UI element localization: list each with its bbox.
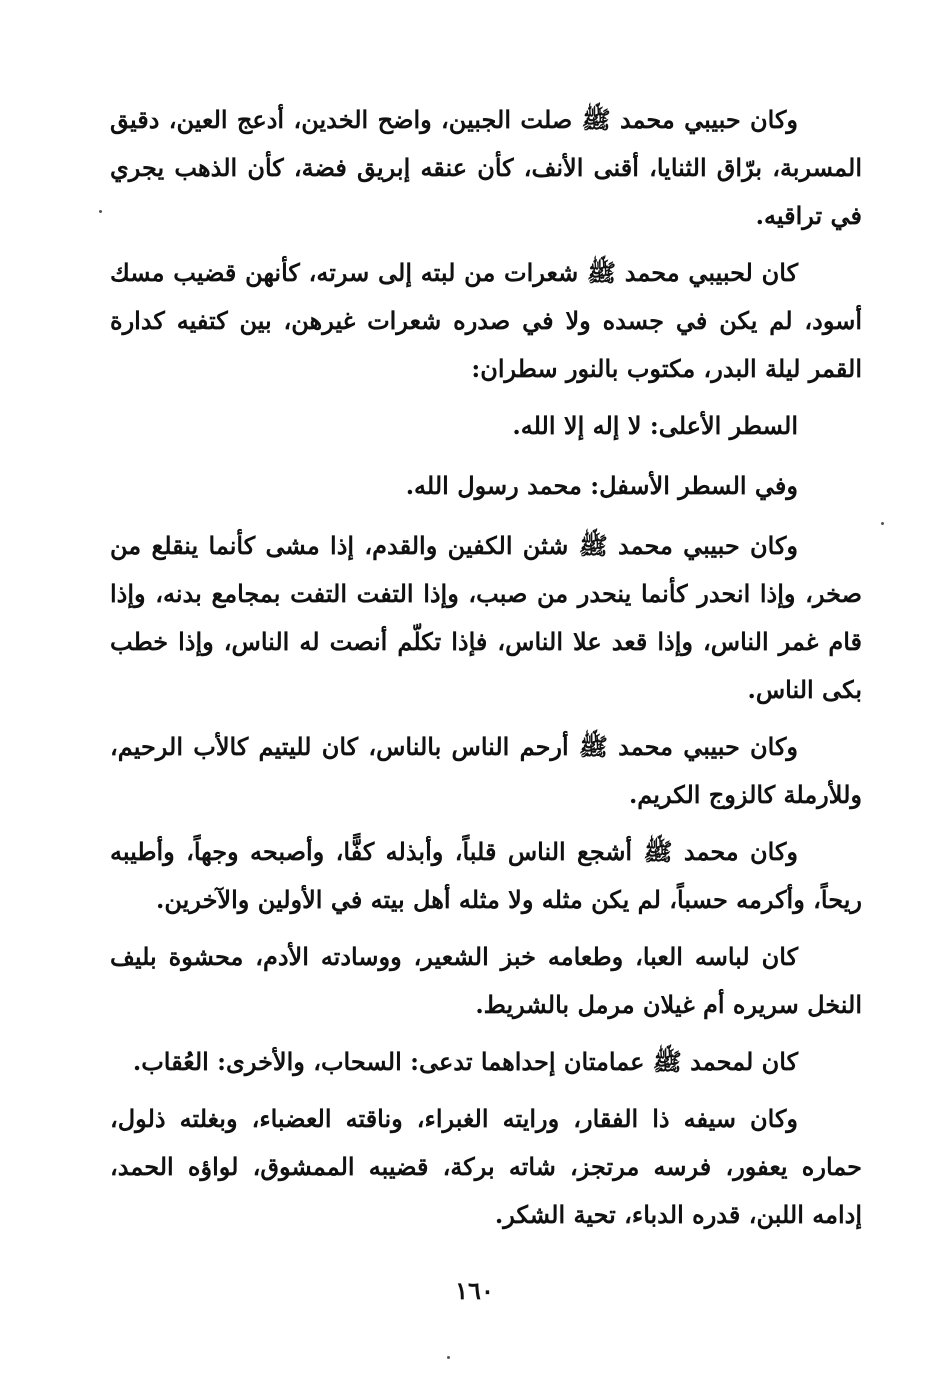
paragraph-mercy: وكان حبيبي محمد ﷺ أرحم الناس بالناس، كان لليتيم كالأب الرحيم، وللأرملة كالزوج الكريم. xyxy=(110,732,862,809)
scan-speck xyxy=(99,210,102,213)
page-number: ١٦٠ xyxy=(455,1276,494,1305)
paragraph-description-face: وكان حبيبي محمد ﷺ صلت الجبين، واضح الخدين، أدعج العين، دقيق المسربة، برّاق الثنايا، أقنى الأنف، كأن عنقه إبريق فضة، كأن الذهب يجري في تراقيه. xyxy=(110,105,862,230)
paragraph-possessions: وكان سيفه ذا الفقار، ورايته الغبراء، وناقته العضباء، وبغلته ذلول، حماره يعفور، فرسه مرتجز، شاته بركة، قضيبه الممشوق، لواؤه الحمد، إدامه اللبن، قدره الدباء، تحية الشكر. xyxy=(110,1104,862,1229)
scan-speck xyxy=(881,522,884,525)
page-body xyxy=(110,96,862,1248)
scan-speck xyxy=(447,1356,450,1359)
paragraph-lower-line: وفي السطر الأسفل: محمد رسول الله. xyxy=(405,471,798,500)
paragraph-description-gait: وكان حبيبي محمد ﷺ شثن الكفين والقدم، إذا مشى كأنما ينقلع من صخر، وإذا انحدر كأنما ينحدر من صبب، وإذا التفت التفت بمجامع بدنه، وإذا قام غمر الناس، وإذا قعد علا الناس، فإذا تكلّم أنصت له الناس، وإذا خطب بكى الناس. xyxy=(110,531,862,704)
paragraph-description-hair: كان لحبيبي محمد ﷺ شعرات من لبته إلى سرته، كأنهن قضيب مسك أسود، لم يكن في جسده ولا في صدره شعرات غيرهن، بين كتفيه كدارة القمر ليلة البدر، مكتوب بالنور سطران: xyxy=(110,258,862,383)
paragraph-turbans: كان لمحمد ﷺ عمامتان إحداهما تدعى: السحاب، والأخرى: العُقاب. xyxy=(132,1047,798,1076)
paragraph-upper-line: السطر الأعلى: لا إله إلا الله. xyxy=(512,411,798,440)
paragraph-clothing: كان لباسه العبا، وطعامه خبز الشعير، ووسادته الأدم، محشوة بليف النخل سريره أم غيلان مرمل بالشريط. xyxy=(110,942,862,1019)
paragraph-courage: وكان محمد ﷺ أشجع الناس قلباً، وأبذله كفًّا، وأصبحه وجهاً، وأطيبه ريحاً، وأكرمه حسباً، لم يكن مثله ولا مثله أهل بيته في الأولين والآخرين. xyxy=(110,837,862,914)
